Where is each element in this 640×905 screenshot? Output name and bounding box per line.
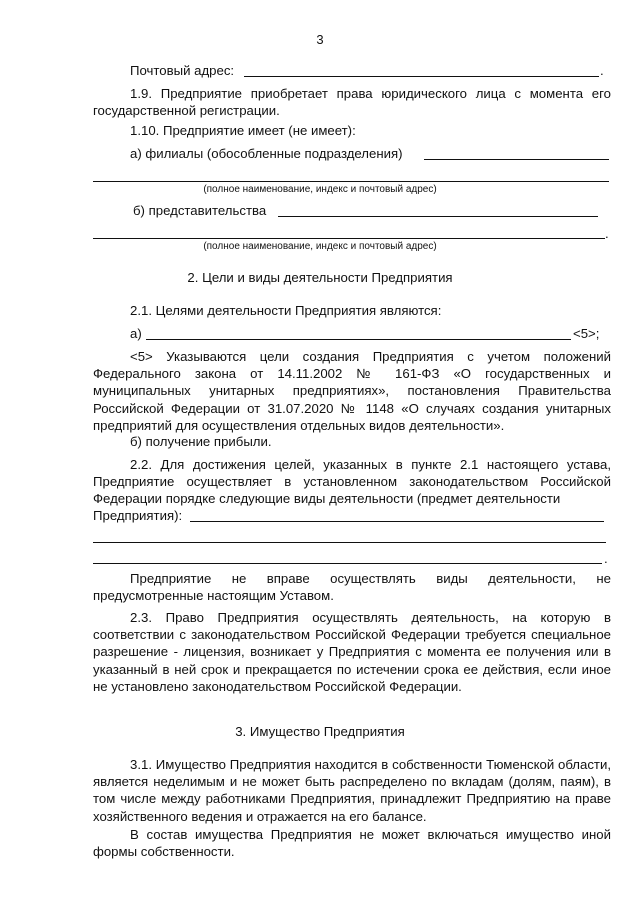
- paragraph-not-allowed: Предприятие не вправе осуществлять виды деятельности, не предусмотренные настоящим Уставом.: [93, 571, 611, 604]
- paragraph-3-1-b: В состав имущества Предприятия не может включаться имущество иной формы собственности.: [93, 827, 611, 860]
- representations-end: .: [605, 226, 609, 241]
- representations-blank-2: [93, 238, 605, 239]
- footnote-reference: <5>;: [573, 326, 600, 341]
- activity-blank-3: [93, 563, 602, 564]
- footnote-5: <5> Указываются цели создания Предприятия с учетом положений Федерального закона от 14.11.2002 № 161-ФЗ «О государственных и муниципальных унитарных предприятиях», постановления Правительства Российской Федерации от 31.07.2020 № 1148 «О случаях создания унитарных предприятий для осуществления отдельных видов деятельности».: [93, 349, 611, 433]
- paragraph-2-3: 2.3. Право Предприятия осуществлять деятельность, на которую в соответствии с законодательством Российской Федерации требуется специальное разрешение - лицензия, возникает у Предприятия с момента ее получения или в указанный в ней срок и прекращается по истечении срока ее действия, если иное не установлено законодательством Российской Федерации.: [93, 610, 611, 694]
- item-a-goals: а): [130, 326, 142, 341]
- paragraph-2-2-tail: Предприятия):: [93, 508, 183, 523]
- section-3-title: 3. Имущество Предприятия: [235, 724, 405, 739]
- item-b-profit: б) получение прибыли.: [130, 434, 272, 449]
- activity-blank-2: [93, 542, 606, 543]
- goals-blank: [146, 339, 571, 340]
- representations-blank-1: [278, 216, 598, 217]
- paragraph-1-10: 1.10. Предприятие имеет (не имеет):: [130, 123, 356, 138]
- section-2-title: 2. Цели и виды деятельности Предприятия: [187, 270, 453, 285]
- activity-blank-1: [190, 521, 604, 522]
- filials-blank-2: [93, 181, 609, 182]
- item-b-representations: б) представительства: [133, 203, 267, 218]
- paragraph-2-2: 2.2. Для достижения целей, указанных в пункте 2.1 настоящего устава, Предприятие осуществляет в установленном законодательством Российской Федерации порядке следующие виды деятельности (предмет деятельности: [93, 457, 611, 507]
- postal-address-label: Почтовый адрес:: [130, 63, 235, 78]
- filials-blank-1: [424, 159, 609, 160]
- paragraph-3-1: 3.1. Имущество Предприятия находится в собственности Тюменской области, является неделимым и не может быть распределено по вкладам (долям, паям), в том числе между работниками Предприятия, принадлежит Предприятию на праве хозяйственного ведения и отражается на его балансе.: [93, 757, 611, 824]
- paragraph-2-1: 2.1. Целями деятельности Предприятия являются:: [130, 303, 442, 318]
- postal-address-end: .: [600, 63, 604, 78]
- caption-filials: (полное наименование, индекс и почтовый адрес): [203, 184, 437, 195]
- caption-representations: (полное наименование, индекс и почтовый адрес): [203, 241, 437, 252]
- paragraph-1-9: 1.9. Предприятие приобретает права юридического лица с момента его государственной регистрации.: [93, 86, 611, 119]
- activity-end: .: [604, 551, 608, 566]
- item-a-filials: а) филиалы (обособленные подразделения): [130, 146, 403, 161]
- page-number: 3: [316, 32, 324, 47]
- postal-address-blank: [244, 76, 599, 77]
